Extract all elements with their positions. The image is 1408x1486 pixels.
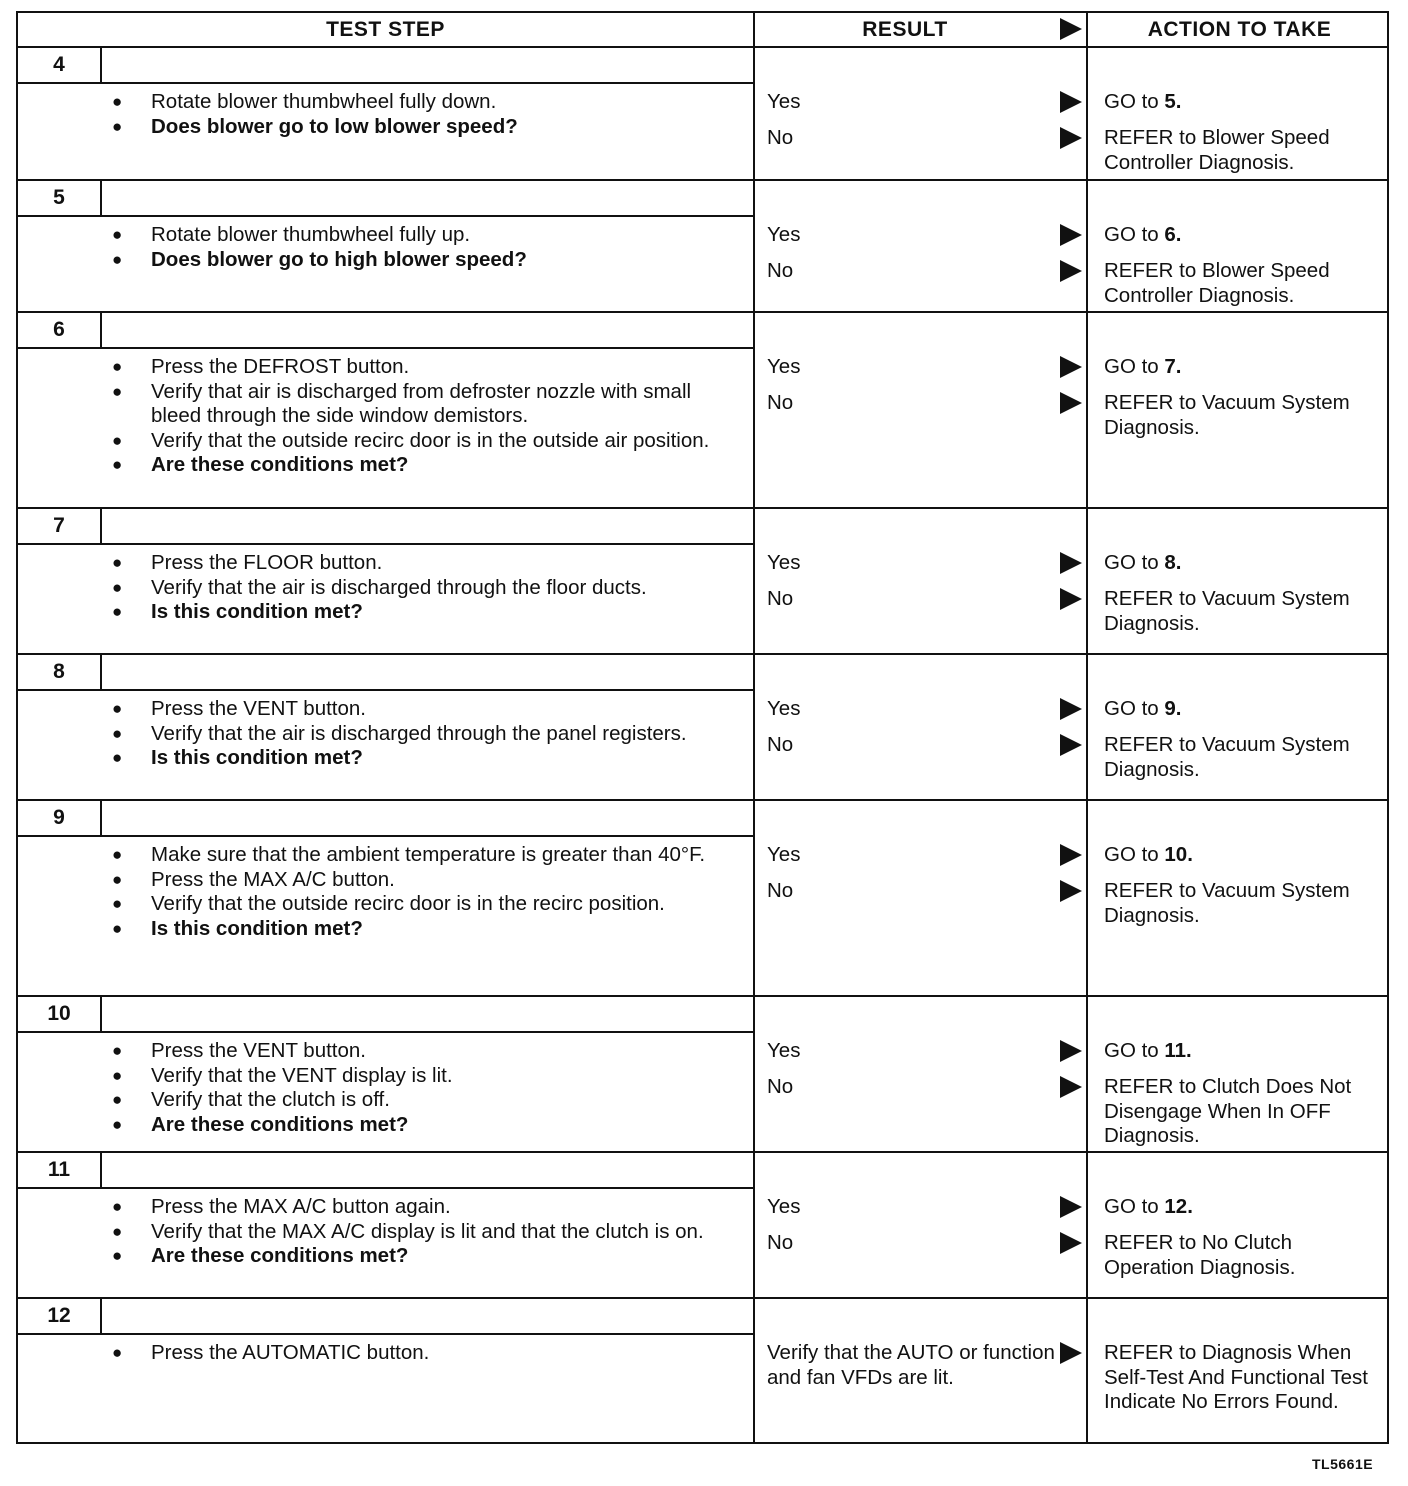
result-label: Yes (767, 697, 801, 720)
step-instruction: ● Verify that the air is discharged through the panel registers. (18, 722, 753, 747)
result-label: Yes (767, 1039, 801, 1062)
step-instruction: ● Make sure that the ambient temperature is greater than 40°F. (18, 843, 753, 868)
step-row (18, 181, 1387, 313)
action-text (1104, 733, 1386, 782)
step-instruction: ● Press the AUTOMATIC button. (18, 1341, 753, 1366)
action-step-ref: 12. (1164, 1195, 1193, 1218)
action-step-ref: 7. (1164, 355, 1182, 378)
action-text (1104, 355, 1386, 380)
arrow-icon (1060, 127, 1082, 149)
action-plain: GO to (1104, 1195, 1165, 1218)
step-instruction: ● Verify that the MAX A/C display is lit and that the clutch is on. (18, 1220, 753, 1245)
action-step-ref: 8. (1164, 551, 1182, 574)
action-plain: GO to (1104, 355, 1165, 378)
result-label: No (767, 126, 794, 149)
action-text (1104, 697, 1386, 722)
action-plain: REFER to Vacuum System Diagnosis. (1104, 391, 1350, 439)
step-instruction: ● Verify that the VENT display is lit. (18, 1064, 753, 1089)
step-row (18, 509, 1387, 655)
action-plain: GO to (1104, 1039, 1165, 1062)
action-step-ref: 6. (1164, 223, 1182, 246)
action-plain: REFER to Vacuum System Diagnosis. (1104, 587, 1350, 635)
step-number-row (18, 997, 753, 1033)
step-number-row (18, 313, 753, 349)
step-instructions (18, 90, 753, 139)
action-text (1104, 223, 1386, 248)
arrow-icon (1060, 392, 1082, 414)
step-row (18, 48, 1387, 181)
arrow-icon (1060, 552, 1082, 574)
header-result: RESULT (862, 18, 948, 41)
step-question: ● Are these conditions met? (18, 1113, 753, 1138)
arrow-icon (1060, 844, 1082, 866)
step-question: ● Is this condition met? (18, 746, 753, 771)
step-number: 7 (18, 509, 102, 543)
action-text (1104, 1039, 1386, 1064)
step-question: ● Are these conditions met? (18, 1244, 753, 1269)
action-text (1104, 90, 1386, 115)
arrow-icon (1060, 880, 1082, 902)
step-instruction: ● Press the MAX A/C button again. (18, 1195, 753, 1220)
action-text (1104, 1231, 1386, 1280)
step-number: 8 (18, 655, 102, 689)
table-header (18, 13, 1387, 48)
arrow-icon (1060, 1040, 1082, 1062)
step-instruction: ● Press the FLOOR button. (18, 551, 753, 576)
action-text (1104, 391, 1386, 440)
action-step-ref: 5. (1164, 90, 1182, 113)
result-label: No (767, 1075, 794, 1098)
action-text (1104, 1075, 1386, 1149)
header-test-step: TEST STEP (326, 18, 445, 41)
step-instruction: ● Rotate blower thumbwheel fully down. (18, 90, 753, 115)
header-arrow-icon (1060, 18, 1082, 40)
arrow-icon (1060, 91, 1082, 113)
step-instruction: ● Press the VENT button. (18, 1039, 753, 1064)
step-number-row (18, 801, 753, 837)
action-plain: REFER to Vacuum System Diagnosis. (1104, 733, 1350, 781)
action-text (1104, 587, 1386, 636)
action-plain: REFER to Blower Speed Controller Diagnosis. (1104, 259, 1330, 307)
arrow-icon (1060, 260, 1082, 282)
step-instruction: ● Verify that the outside recirc door is in the outside air position. (18, 429, 753, 454)
action-text (1104, 126, 1386, 175)
step-row (18, 997, 1387, 1153)
result-label: No (767, 733, 794, 756)
step-instruction: ● Verify that air is discharged from defroster nozzle with small bleed through the side window demistors. (18, 380, 753, 429)
step-row (18, 655, 1387, 801)
step-instructions (18, 843, 753, 941)
arrow-icon (1060, 356, 1082, 378)
figure-code: TL5661E (1312, 1456, 1374, 1472)
step-number-row (18, 655, 753, 691)
step-number-row (18, 181, 753, 217)
action-plain: GO to (1104, 697, 1165, 720)
step-number-row (18, 48, 753, 84)
arrow-icon (1060, 224, 1082, 246)
action-plain: REFER to Diagnosis When Self-Test And Functional Test Indicate No Errors Found. (1104, 1341, 1368, 1413)
step-number: 11 (18, 1153, 102, 1187)
step-instruction: ● Press the MAX A/C button. (18, 868, 753, 893)
step-instruction: ● Press the VENT button. (18, 697, 753, 722)
arrow-icon (1060, 734, 1082, 756)
step-number: 10 (18, 997, 102, 1031)
result-label: No (767, 879, 794, 902)
step-question: ● Is this condition met? (18, 600, 753, 625)
step-instructions (18, 223, 753, 272)
action-text (1104, 1195, 1386, 1220)
step-question: ● Are these conditions met? (18, 453, 753, 478)
action-text (1104, 551, 1386, 576)
step-number-row (18, 1153, 753, 1189)
step-row (18, 1299, 1387, 1444)
action-plain: REFER to Vacuum System Diagnosis. (1104, 879, 1350, 927)
diagnosis-table (16, 11, 1389, 1444)
step-number: 12 (18, 1299, 102, 1333)
result-label: No (767, 259, 794, 282)
step-instructions (18, 1039, 753, 1137)
step-question: ● Is this condition met? (18, 917, 753, 942)
result-label: Verify that the AUTO or function and fan VFDs are lit. (767, 1341, 1055, 1389)
step-instruction: ● Verify that the air is discharged through the floor ducts. (18, 576, 753, 601)
divider-result (753, 13, 755, 1442)
result-label: No (767, 1231, 794, 1254)
action-text (1104, 843, 1386, 868)
step-instructions (18, 697, 753, 771)
action-step-ref: 9. (1164, 697, 1182, 720)
action-plain: GO to (1104, 843, 1165, 866)
arrow-icon (1060, 588, 1082, 610)
action-plain: GO to (1104, 223, 1165, 246)
step-number-row (18, 1299, 753, 1335)
arrow-icon (1060, 698, 1082, 720)
result-label: No (767, 391, 794, 414)
action-plain: REFER to Blower Speed Controller Diagnosis. (1104, 126, 1330, 174)
action-plain: REFER to No Clutch Operation Diagnosis. (1104, 1231, 1296, 1279)
result-label: Yes (767, 90, 801, 113)
step-instructions (18, 551, 753, 625)
arrow-icon (1060, 1076, 1082, 1098)
step-question: ● Does blower go to low blower speed? (18, 115, 753, 140)
arrow-icon (1060, 1196, 1082, 1218)
result-label: Yes (767, 355, 801, 378)
action-text (1104, 259, 1386, 308)
action-plain: GO to (1104, 90, 1165, 113)
step-row (18, 1153, 1387, 1299)
result-label: Yes (767, 1195, 801, 1218)
step-instruction: ● Rotate blower thumbwheel fully up. (18, 223, 753, 248)
step-row (18, 313, 1387, 509)
step-number: 9 (18, 801, 102, 835)
step-instruction: ● Press the DEFROST button. (18, 355, 753, 380)
result-label: No (767, 587, 794, 610)
action-step-ref: 11. (1164, 1039, 1192, 1062)
step-row (18, 801, 1387, 997)
step-number: 6 (18, 313, 102, 347)
step-instructions (18, 355, 753, 478)
action-step-ref: 10. (1164, 843, 1193, 866)
arrow-icon (1060, 1232, 1082, 1254)
action-plain: GO to (1104, 551, 1165, 574)
step-number-row (18, 509, 753, 545)
step-number: 4 (18, 48, 102, 82)
result-label: Yes (767, 551, 801, 574)
action-text (1104, 879, 1386, 928)
result-label: Yes (767, 843, 801, 866)
action-text (1104, 1341, 1386, 1415)
result-label: Yes (767, 223, 801, 246)
step-number: 5 (18, 181, 102, 215)
step-question: ● Does blower go to high blower speed? (18, 248, 753, 273)
step-instructions (18, 1195, 753, 1269)
header-action: ACTION TO TAKE (1147, 18, 1332, 41)
action-plain: REFER to Clutch Does Not Disengage When In OFF Diagnosis. (1104, 1075, 1352, 1147)
arrow-icon (1060, 1342, 1082, 1364)
step-instruction: ● Verify that the outside recirc door is in the recirc position. (18, 892, 753, 917)
step-instruction: ● Verify that the clutch is off. (18, 1088, 753, 1113)
divider-action (1086, 13, 1088, 1442)
step-instructions (18, 1341, 753, 1366)
